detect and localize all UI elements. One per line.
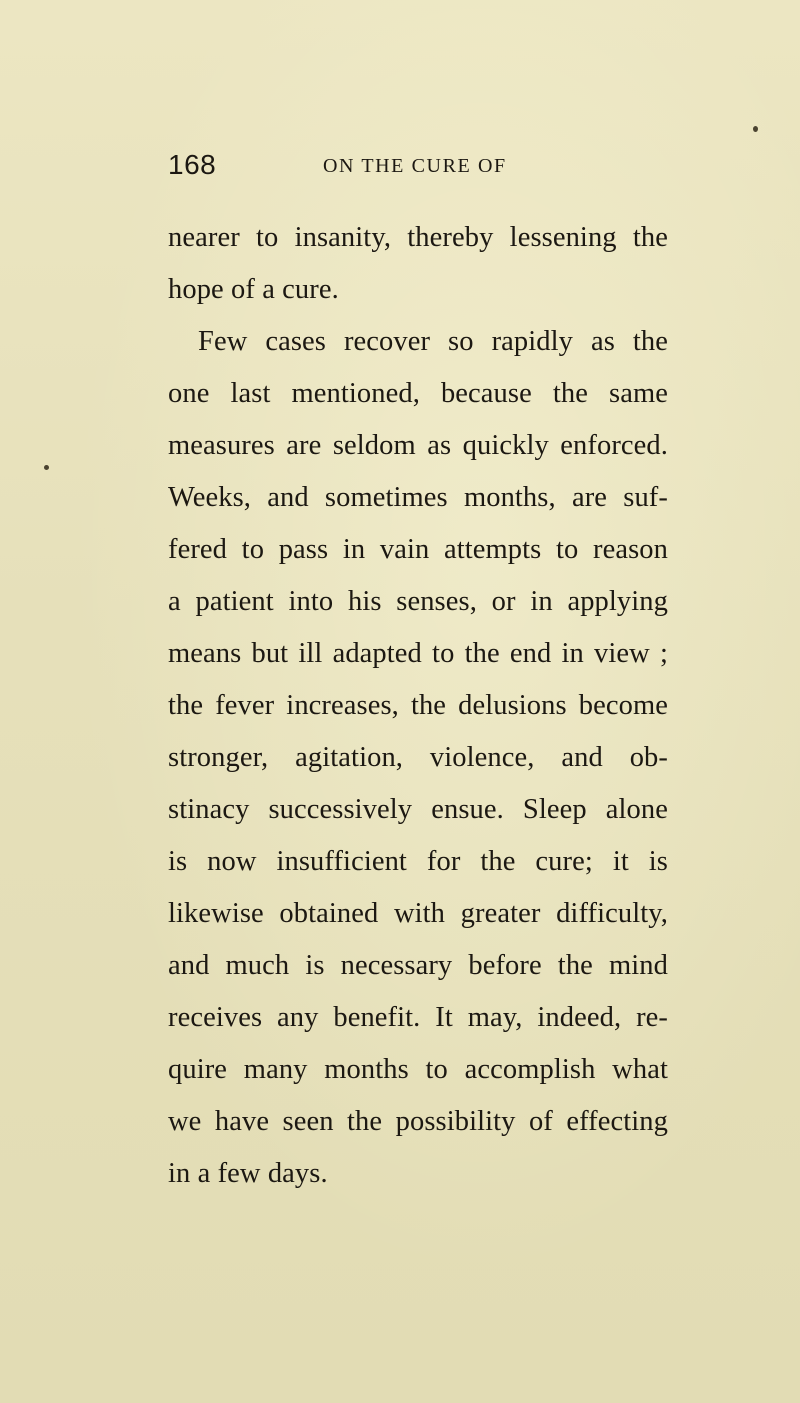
text-line: in a few days.	[168, 1158, 328, 1189]
text-line: stronger, agitation, violence, and ob-	[168, 742, 668, 773]
text-line: is now insufficient for the cure; it is	[168, 846, 668, 877]
ink-speck	[44, 465, 49, 470]
text-line: and much is necessary before the mind	[168, 950, 668, 981]
text-line: one last mentioned, because the same	[168, 378, 668, 409]
text-line: we have seen the possibility of effecting	[168, 1106, 668, 1137]
page-number: 168	[168, 149, 217, 180]
text-line: a patient into his senses, or in applying	[168, 586, 668, 617]
text-line: Weeks, and sometimes months, are suf-	[168, 482, 668, 513]
text-line: Few cases recover so rapidly as the	[198, 326, 668, 357]
ink-speck	[753, 126, 758, 132]
running-title: ON THE CURE OF	[323, 155, 507, 177]
text-line: stinacy successively ensue. Sleep alone	[168, 794, 668, 825]
text-line: the fever increases, the delusions become	[168, 690, 668, 721]
text-line: nearer to insanity, thereby lessening the	[168, 222, 668, 253]
body-text	[168, 212, 668, 1200]
text-line: measures are seldom as quickly enforced.	[168, 430, 668, 461]
text-line: likewise obtained with greater difficulty,	[168, 898, 668, 929]
text-line: hope of a cure.	[168, 274, 339, 305]
text-line: receives any benefit. It may, indeed, re-	[168, 1002, 668, 1033]
text-line: quire many months to accomplish what	[168, 1054, 668, 1085]
running-head	[168, 150, 568, 184]
text-line: fered to pass in vain attempts to reason	[168, 534, 668, 565]
text-line: means but ill adapted to the end in view ;	[168, 638, 668, 669]
